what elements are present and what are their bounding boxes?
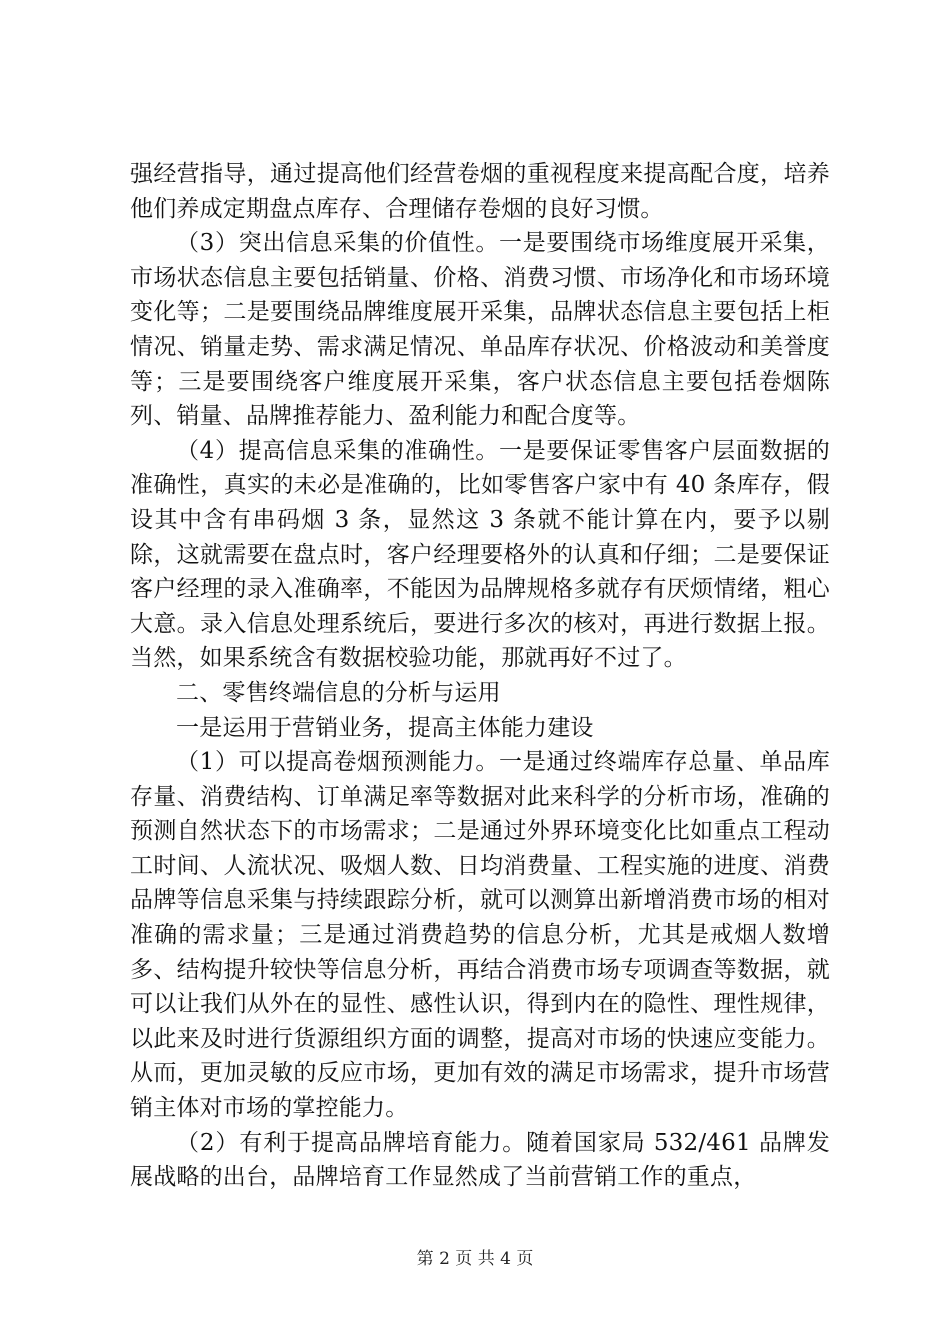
document-body <box>130 157 830 1195</box>
page-number-footer: 第 2 页 共 4 页 <box>416 1249 534 1269</box>
section-heading: 二、零售终端信息的分析与运用 <box>176 679 501 706</box>
paragraph-brand-cultivation: （2）有利于提高品牌培育能力。随着国家局 532/461 品牌发展战略的出台，品牌培育工作显然成了当前营销工作的重点， <box>130 1129 830 1191</box>
paragraph-info-accuracy: （4）提高信息采集的准确性。一是要保证零售客户层面数据的准确性，真实的未必是准确的，比如零售客户家中有 40 条库存，假设其中含有串码烟 3 条，显然这 3 条就不能计算在内，要予以剔除，这就需要在盘点时，客户经理要格外的认真和仔细；二是要保证客户经理的录入准确率，不能因为品牌规格多就存有厌烦情绪，粗心大意。录入信息处理系统后，要进行多次的核对，再进行数据上报。当然，如果系统含有数据校验功能，那就再好不过了。 <box>130 437 830 672</box>
paragraph-forecast: （1）可以提高卷烟预测能力。一是通过终端库存总量、单品库存量、消费结构、订单满足率等数据对此来科学的分析市场，准确的预测自然状态下的市场需求；二是通过外界环境变化比如重点工程动工时间、人流状况、吸烟人数、日均消费量、工程实施的进度、消费品牌等信息采集与持续跟踪分析，就可以测算出新增消费市场的相对准确的需求量；三是通过消费趋势的信息分析，尤其是戒烟人数增多、结构提升较快等信息分析，再结合消费市场专项调查等数据，就可以让我们从外在的显性、感性认识，得到内在的隐性、理性规律，以此来及时进行货源组织方面的调整，提高对市场的快速应变能力。从而，更加灵敏的反应市场，更加有效的满足市场需求，提升市场营销主体对市场的掌控能力。 <box>130 749 830 1122</box>
paragraph-info-value: （3）突出信息采集的价值性。一是要围绕市场维度展开采集，市场状态信息主要包括销量、价格、消费习惯、市场净化和市场环境变化等；二是要围绕品牌维度展开采集，品牌状态信息主要包括上柜情况、销量走势、需求满足情况、单品库存状况、价格波动和美誉度等；三是要围绕客户维度展开采集，客户状态信息主要包括卷烟陈列、销量、品牌推荐能力、盈利能力和配合度等。 <box>130 230 830 430</box>
subsection-heading: 一是运用于营销业务，提高主体能力建设 <box>176 714 594 741</box>
paragraph-continuation: 强经营指导，通过提高他们经营卷烟的重视程度来提高配合度，培养他们养成定期盘点库存、合理储存卷烟的良好习惯。 <box>130 161 830 222</box>
